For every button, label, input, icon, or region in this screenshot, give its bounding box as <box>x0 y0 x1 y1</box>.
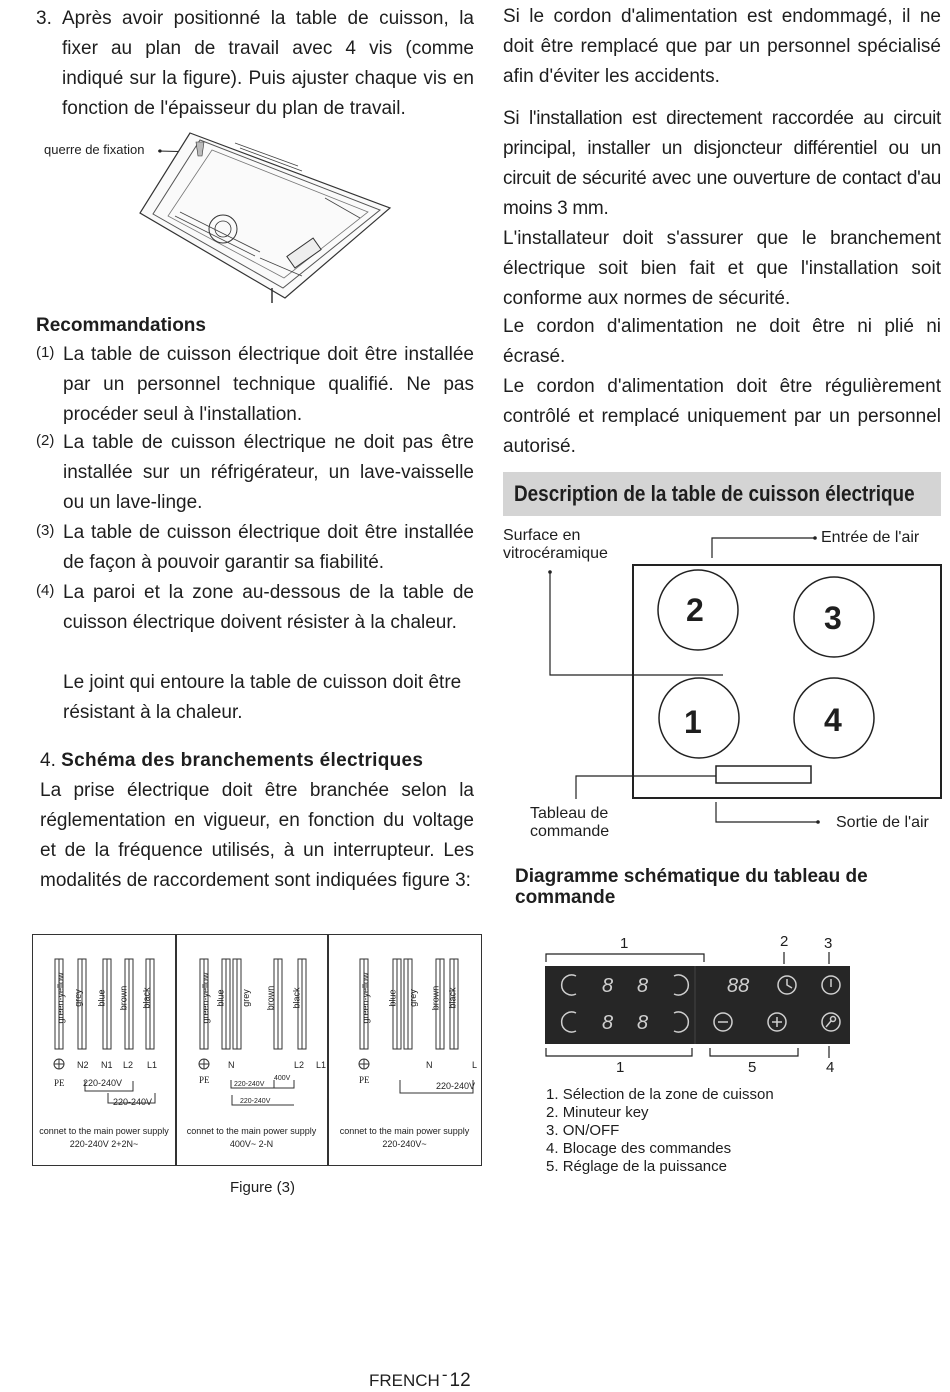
control-label: 1 <box>616 1059 625 1076</box>
voltage-label: 220-240V <box>240 1098 271 1105</box>
pe-label: PE <box>199 1075 210 1085</box>
wiring-panel-1 <box>33 935 175 1165</box>
wiring-panel-3 <box>328 935 481 1165</box>
recommendation-num: (4) <box>36 582 55 599</box>
wire-label: blue <box>96 989 107 1007</box>
recommendations-title: Recommandations <box>36 315 206 336</box>
hob-diagram <box>500 520 945 850</box>
terminal-label: L2 <box>294 1060 305 1070</box>
step-4-number: 4. <box>40 750 56 771</box>
wire-label: blue <box>387 989 398 1007</box>
seal-note: Le joint qui entoure la table de cuisson doit être résistant à la chaleur. <box>63 672 462 723</box>
wire-label: black <box>447 987 458 1009</box>
right-para-3: L'installateur doit s'assurer que le branchement électrique soit bien fait et que l'installation soit conforme aux normes de sécurité. <box>503 228 941 309</box>
wire-label: green-yellow <box>360 972 371 1024</box>
legend-num: 5. <box>546 1158 559 1175</box>
wire-label: brown <box>265 985 276 1011</box>
right-para-5: Le cordon d'alimentation doit être régulièrement contrôlé et remplacé uniquement par un personnel autorisé. <box>503 376 941 457</box>
control-label: 1 <box>620 935 629 952</box>
legend-text: Minuteur key <box>562 1104 649 1121</box>
connect-label: connet to the main power supply <box>186 1126 317 1136</box>
voltage-label: 400V <box>274 1075 291 1082</box>
surface-label: Surface en <box>503 527 581 544</box>
legend-item <box>546 1140 846 1158</box>
surface-label: vitrocéramique <box>503 545 608 562</box>
wire-label: brown <box>118 985 129 1011</box>
hob-diagram-lines <box>500 520 945 850</box>
connect-label: connet to the main power supply <box>39 1126 169 1136</box>
fixing-bracket-label: querre de fixation <box>44 142 145 157</box>
legend-item <box>546 1104 846 1122</box>
page-number: 12 <box>449 1370 471 1391</box>
wire-label: brown <box>430 985 441 1011</box>
recommendation-item <box>36 518 474 578</box>
footer-label: FRENCH <box>369 1371 440 1390</box>
control-legend <box>546 1086 846 1176</box>
legend-text: Sélection de la zone de cuisson <box>562 1086 774 1103</box>
control-label: 4 <box>826 1059 835 1076</box>
voltage-label: 220-240V <box>83 1078 123 1088</box>
wire-label: black <box>291 987 302 1009</box>
wire-label: blue <box>215 989 226 1007</box>
right-para-1: Si le cordon d'alimentation est endommagé, il ne doit être remplacé que par un personnel spécialisé afin d'éviter les accidents. <box>503 6 941 87</box>
legend-item <box>546 1158 846 1176</box>
wire-label: grey <box>72 989 83 1007</box>
supply-label: 220-240V 2+2N~ <box>69 1139 139 1149</box>
wiring-panel-2 <box>176 935 327 1165</box>
wire-label: grey <box>240 989 251 1007</box>
recommendation-num: (2) <box>36 432 55 449</box>
recommendation-text: La table de cuisson électrique doit être installée par un personnel technique qualifié. Ne pas procéder seul à l'installation. <box>63 344 474 425</box>
control-panel-lines <box>540 930 860 1080</box>
zone-number: 2 <box>686 592 704 628</box>
supply-label: 400V~ 2-N <box>229 1139 274 1149</box>
control-label: 2 <box>780 933 789 950</box>
connect-label: connet to the main power supply <box>339 1126 470 1136</box>
air-outlet-label: Sortie de l'air <box>836 814 929 831</box>
section-title-bar <box>503 472 941 516</box>
terminal-label: L1 <box>147 1060 158 1070</box>
control-diagram-title: Diagramme schématique du tableau de commande <box>515 866 868 908</box>
section-title: Description de la table de cuisson électrique <box>514 481 915 506</box>
hob-installation-drawing <box>40 128 400 308</box>
step-4-title: Schéma des branchements électriques <box>61 750 424 771</box>
recommendation-item <box>36 578 474 638</box>
recommendation-text: La table de cuisson électrique doit être installée de façon à pouvoir garantir sa fiabilité. <box>63 522 474 573</box>
voltage-label: 220-240V <box>113 1097 153 1107</box>
right-para-2: Si l'installation est directement raccordée au circuit principal, installer un disjoncteur différentiel ou un circuit de sécurité avec une ouverture de contact d'au moins 3 mm. <box>503 108 941 219</box>
control-label: 3 <box>824 935 833 952</box>
step-3 <box>36 4 474 124</box>
wire-label: green-yellow <box>55 972 66 1024</box>
page-footer <box>369 1365 471 1392</box>
legend-num: 2. <box>546 1104 559 1121</box>
footer-dash: - <box>441 1365 448 1384</box>
terminal-label: L <box>472 1060 478 1070</box>
wiring-lines <box>33 935 175 1135</box>
control-panel-label: commande <box>530 823 610 840</box>
legend-item <box>546 1122 846 1140</box>
step-4-text: La prise électrique doit être branchée selon la réglementation en vigueur, en fonction du voltage et de la fréquence utilisés, à un interrupteur. Les modalités de raccordement sont indiquées figure 3: <box>40 780 474 891</box>
wiring-lines <box>328 935 481 1135</box>
timer-display: 88 <box>727 975 750 997</box>
legend-text: Réglage de la puissance <box>562 1158 727 1175</box>
legend-item <box>546 1086 846 1104</box>
step-4-heading <box>40 746 474 776</box>
terminal-label: N2 <box>77 1060 89 1070</box>
recommendation-text: La paroi et la zone au-dessous de la table de cuisson électrique doivent résister à la chaleur. <box>63 582 474 633</box>
control-panel-diagram <box>540 930 860 1080</box>
recommendation-text: La table de cuisson électrique ne doit pas être installée sur un réfrigérateur, un lave-vaisselle ou un lave-linge. <box>63 432 474 513</box>
wire-label: green-yellow <box>200 972 211 1024</box>
terminal-label: N1 <box>101 1060 113 1070</box>
step-3-text: Après avoir positionné la table de cuisson, la fixer au plan de travail avec 4 vis (comme indiqué sur la figure). Puis ajuster chaque vis en fonction de l'épaisseur du plan de travail. <box>62 8 474 119</box>
display-digit: 8 <box>602 975 614 997</box>
display-digit: 8 <box>637 1012 649 1034</box>
legend-num: 3. <box>546 1122 559 1139</box>
terminal-label: L1 <box>316 1060 327 1070</box>
legend-num: 1. <box>546 1086 559 1103</box>
legend-num: 4. <box>546 1140 559 1157</box>
terminal-label: N <box>228 1060 235 1070</box>
air-inlet-label: Entrée de l'air <box>821 529 920 546</box>
control-panel-label: Tableau de <box>530 805 609 822</box>
pe-label: PE <box>359 1075 370 1085</box>
recommendation-num: (1) <box>36 344 55 361</box>
figure-caption: Figure (3) <box>230 1179 296 1196</box>
right-para-4: Le cordon d'alimentation ne doit être ni plié ni écrasé. <box>503 316 941 367</box>
installation-figure <box>40 128 400 308</box>
terminal-label: L2 <box>123 1060 134 1070</box>
step-3-number: 3. <box>36 8 52 29</box>
legend-text: ON/OFF <box>562 1122 620 1139</box>
wire-label: grey <box>407 989 418 1007</box>
wiring-lines <box>176 935 327 1135</box>
recommendation-item <box>36 340 474 430</box>
zone-number: 4 <box>824 702 842 738</box>
legend-text: Blocage des commandes <box>562 1140 732 1157</box>
control-label: 5 <box>748 1059 757 1076</box>
display-digit: 8 <box>637 975 649 997</box>
zone-number: 1 <box>684 704 702 740</box>
supply-label: 220-240V~ <box>382 1139 427 1149</box>
voltage-label: 220-240V <box>234 1081 265 1088</box>
pe-label: PE <box>54 1078 65 1088</box>
recommendation-item <box>36 428 474 518</box>
voltage-label: 220-240V <box>436 1081 476 1091</box>
terminal-label: N <box>426 1060 433 1070</box>
wire-label: black <box>141 987 152 1009</box>
display-digit: 8 <box>602 1012 614 1034</box>
wiring-diagram <box>32 934 482 1166</box>
recommendation-num: (3) <box>36 522 55 539</box>
zone-number: 3 <box>824 600 842 636</box>
